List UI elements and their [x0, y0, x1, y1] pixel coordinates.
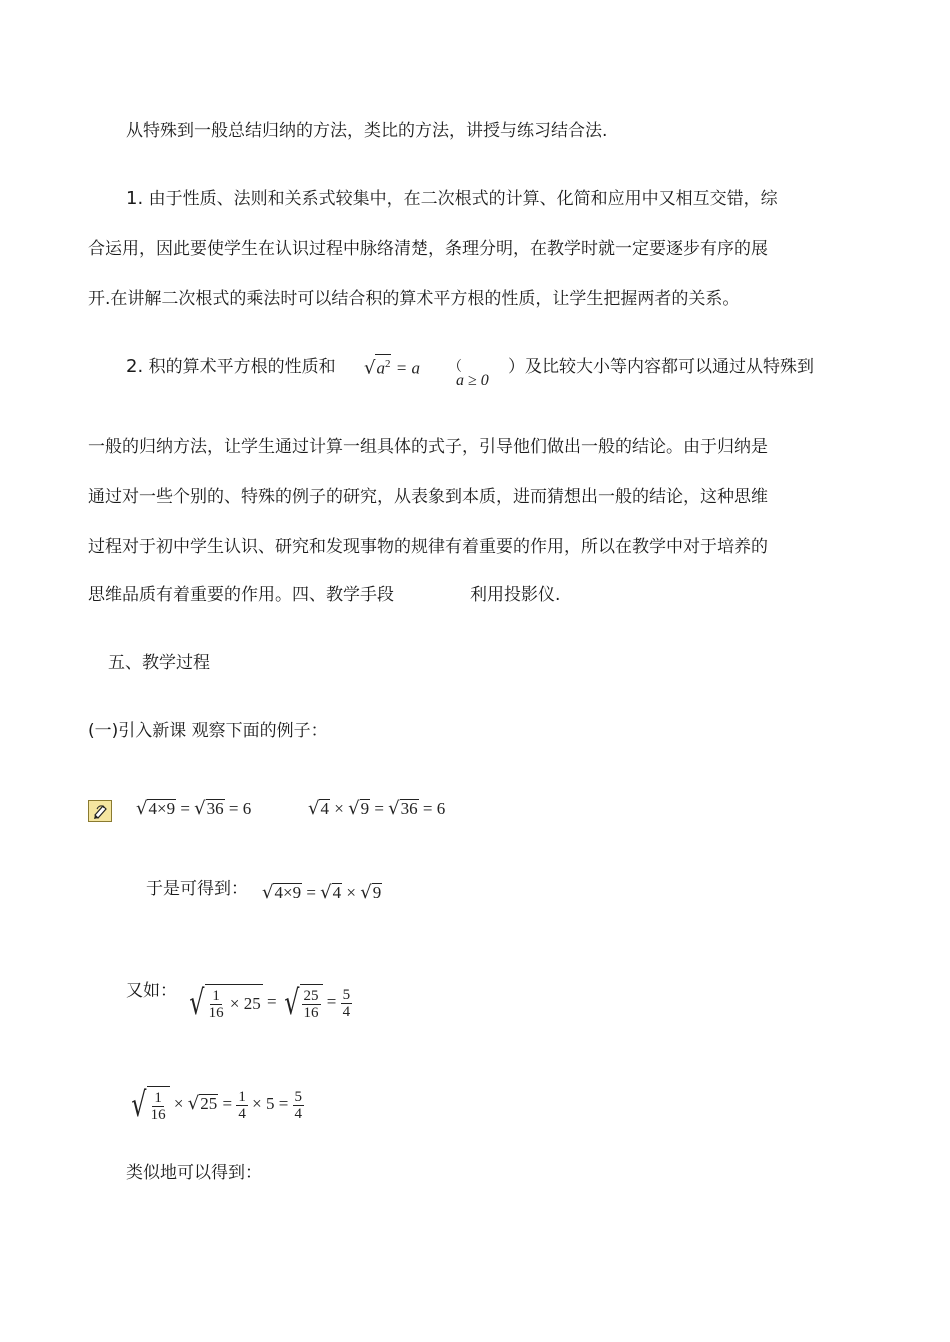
paragraph-3-line-4a: 思维品质有着重要的作用。四、教学手段 [88, 585, 394, 605]
paragraph-3-line-4b: 利用投影仪. [470, 585, 561, 605]
label-therefore: 于是可得到： [146, 879, 248, 899]
pencil-icon[interactable] [88, 800, 112, 822]
paragraph-2-line-1a [126, 356, 336, 378]
paragraph-3-line-1: 一般的归纳方法，让学生通过计算一组具体的式子，引导他们做出一般的结论。由于归纳是 [88, 437, 768, 457]
formula-open-paren: （ [448, 360, 462, 375]
formula-sqrt-a-squared: $√a^2 = a$ [364, 354, 420, 379]
subsection-heading-intro: (一)引入新课 观察下面的例子： [88, 721, 328, 741]
paragraph-methods: 从特殊到一般总结归纳的方法，类比的方法，讲授与练习结合法. [126, 121, 608, 141]
paragraph-1-line-1 [126, 188, 778, 210]
paragraph-1-line-3: 开.在讲解二次根式的乘法时可以结合积的算术平方根的性质，让学生把握两者的关系。 [88, 289, 740, 309]
paragraph-2-line-1b: ）及比较大小等内容都可以通过从特殊到 [508, 357, 814, 377]
formula-example-2: √4 × √9 = √36 = 6 [308, 798, 446, 819]
paragraph-2-text: 积的算术平方根的性质和 [148, 357, 336, 377]
list-number-1: 1. [126, 188, 144, 209]
formula-example-4: √ $\frac{1}{16}$ × √25 = $\frac{1}{4}$ × 5 = $\frac{5}{4}$ [131, 1085, 303, 1125]
formula-result-1: √4×9 = √4 × √9 [262, 882, 382, 903]
paragraph-3-line-3: 过程对于初中学生认识、研究和发现事物的规律有着重要的作用，所以在教学中对于培养的 [88, 537, 768, 557]
paragraph-1-line-2: 合运用，因此要使学生在认识过程中脉络清楚，条理分明，在教学时就一定要逐步有序的展 [88, 239, 768, 259]
paragraph-1-text: 由于性质、法则和关系式较集中，在二次根式的计算、化简和应用中又相互交错，综 [148, 189, 778, 209]
list-number-2: 2. [126, 356, 144, 377]
section-heading-process: 五、教学过程 [108, 653, 210, 673]
paragraph-3-line-2: 通过对一些个别的、特殊的例子的研究，从表象到本质，进而猜想出一般的结论，这种思维 [88, 487, 768, 507]
label-also: 又如： [126, 981, 177, 1001]
label-similarly: 类似地可以得到： [126, 1163, 262, 1183]
formula-example-3: √ $\frac{1}{16}$ × 25 = √ $\frac{25}{16}$ = $\frac{5}{4}$ [189, 983, 351, 1023]
formula-condition: a ≥ 0 [456, 372, 489, 389]
formula-example-1: √4×9 = √36 = 6 [136, 798, 252, 819]
